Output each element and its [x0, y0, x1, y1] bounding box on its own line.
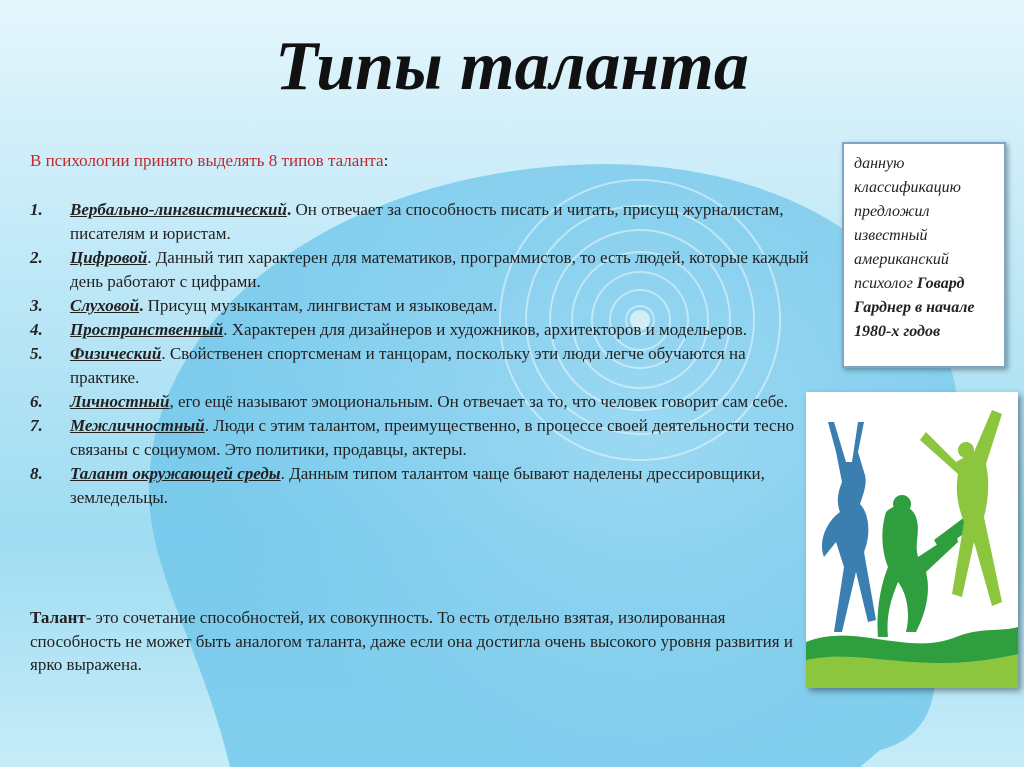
- item-description: Он отвечает за способность писать и читать, присущ журналистам, писателям и юристам.: [70, 200, 784, 243]
- slide-title: Типы таланта: [275, 28, 749, 105]
- item-number: 3.: [30, 296, 43, 315]
- item-term: Цифровой: [70, 248, 148, 267]
- item-punct: ,: [169, 392, 174, 411]
- classification-note: [842, 142, 1006, 368]
- item-description: Люди с этим талантом, преимущественно, в процессе своей деятельности тесно связаны с социумом. Это политики, продавцы, актеры.: [70, 416, 795, 459]
- list-item: [30, 294, 810, 318]
- definition-term: Талант: [30, 608, 86, 627]
- item-number: 7.: [30, 416, 43, 435]
- item-punct: .: [147, 248, 152, 267]
- definition-text: - это сочетание способностей, их совокупность. То есть отдельно взятая, изолированная способность не может быть аналогом таланта, даже если она достигла очень высокого уровня развития и ярко выражена.: [30, 608, 793, 674]
- note-text: данную классификацию предложил известный американский психолог: [854, 155, 961, 292]
- item-term: Вербально-лингвистический: [70, 200, 287, 219]
- list-item: [30, 390, 810, 414]
- item-punct: .: [280, 464, 285, 483]
- item-punct: .: [204, 416, 209, 435]
- intro-colon: :: [383, 151, 389, 170]
- talent-definition: [30, 606, 800, 677]
- item-number: 6.: [30, 392, 43, 411]
- talent-types-list: [30, 198, 810, 510]
- list-item: [30, 198, 810, 246]
- item-punct: .: [223, 320, 228, 339]
- item-number: 5.: [30, 344, 43, 363]
- list-item: [30, 342, 810, 390]
- list-item: [30, 462, 810, 510]
- item-punct: .: [286, 200, 292, 219]
- item-description: Данным типом талантом чаще бывают наделены дрессировщики, земледельцы.: [70, 464, 765, 507]
- note-author: Говард Гарднер в начале 1980-х годов: [854, 275, 975, 340]
- item-punct: .: [161, 344, 166, 363]
- item-number: 4.: [30, 320, 43, 339]
- item-number: 8.: [30, 464, 43, 483]
- dancers-illustration: [806, 392, 1018, 688]
- item-number: 1.: [30, 200, 43, 219]
- item-term: Пространственный: [70, 320, 224, 339]
- item-description: его ещё называют эмоциональным. Он отвечает за то, что человек говорит сам себе.: [173, 392, 788, 411]
- intro-sentence: В психологии принято выделять 8 типов таланта: [30, 151, 384, 170]
- dancers-silhouette-image: [806, 392, 1018, 688]
- item-term: Слуховой: [70, 296, 140, 315]
- item-description: Данный тип характерен для математиков, программистов, то есть людей, которые каждый день работают с цифрами.: [70, 248, 809, 291]
- item-number: 2.: [30, 248, 43, 267]
- list-item: [30, 414, 810, 462]
- item-term: Физический: [70, 344, 162, 363]
- item-description: Характерен для дизайнеров и художников, архитекторов и модельеров.: [227, 320, 747, 339]
- item-description: Свойственен спортсменам и танцорам, поскольку эти люди легче обучаются на практике.: [70, 344, 746, 387]
- list-item: [30, 246, 810, 294]
- item-punct: .: [139, 296, 144, 315]
- item-term: Личностный: [70, 392, 170, 411]
- intro-text: [30, 150, 810, 172]
- item-description: Присущ музыкантам, лингвистам и языковедам.: [143, 296, 498, 315]
- list-item: [30, 318, 810, 342]
- item-term: Межличностный: [70, 416, 205, 435]
- item-term: Талант окружающей среды: [70, 464, 281, 483]
